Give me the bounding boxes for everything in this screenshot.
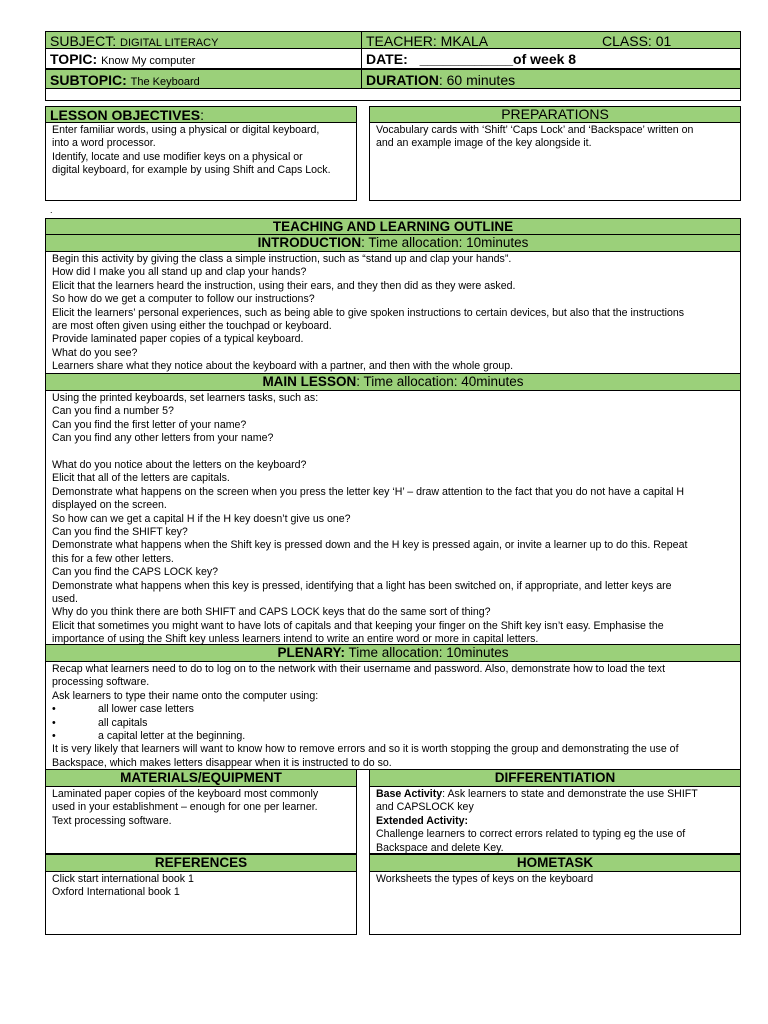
- teacher-cell: [361, 31, 741, 49]
- date-cell: [361, 48, 741, 69]
- references-body: Click start international book 1 Oxford International book 1: [45, 871, 357, 935]
- class-label: CLASS: 01: [602, 33, 672, 49]
- date-label: DATE:: [366, 51, 408, 67]
- subject-label: SUBJECT:: [50, 33, 117, 49]
- subject-cell: [45, 31, 362, 49]
- duration-label: DURATION: [366, 72, 439, 88]
- date-value: ____________of week 8: [419, 51, 577, 67]
- preparations-body: Vocabulary cards with ‘Shift’ ‘Caps Lock’ and ‘Backspace’ written on and an example image of the key alongside it.: [369, 122, 741, 201]
- introduction-body: Begin this activity by giving the class a simple instruction, such as “stand up and clap your hands”. How did I make you all stand up and clap your hands? Elicit that the learners heard the instruction, using their ears, and they then did as they were asked. So how do we get a computer to follow our instructions? Elicit the learners’ personal experiences, such as being able to give spoken instructions to certain devices, but also that the instructions are most often given using either the touchpad or keyboard. Provide laminated paper copies of a typical keyboard. What do you see? Learners share what they notice about the keyboard with a partner, and then with the whole group.: [45, 251, 741, 374]
- objectives-body: Enter familiar words, using a physical or digital keyboard, into a word processor. Identify, locate and use modifier keys on a physical or digital keyboard, for example by using Shift and Caps Lock.: [45, 122, 357, 201]
- duration-cell: [361, 69, 741, 89]
- materials-body: Laminated paper copies of the keyboard most commonly used in your establishment – enough for one per learner. Text processing software.: [45, 786, 357, 854]
- materials-title: MATERIALS/EQUIPMENT: [45, 769, 357, 787]
- teacher-name: TEACHER: MKALA: [366, 33, 489, 49]
- differentiation-body: Base Activity: Ask learners to state and demonstrate the use SHIFT and CAPSLOCK key Extended Activity: Challenge learners to correct errors related to typing eg the use of Backspace and delete Key.: [369, 786, 741, 854]
- subject-value: DIGITAL LITERACY: [120, 37, 219, 49]
- topic-value: Know My computer: [101, 55, 196, 67]
- hometask-body: Worksheets the types of keys on the keyboard: [369, 871, 741, 935]
- hometask-title: HOMETASK: [369, 854, 741, 872]
- spacer-row: [45, 88, 741, 101]
- differentiation-title: DIFFERENTIATION: [369, 769, 741, 787]
- plenary-header: PLENARY: Time allocation: 10minutes: [45, 644, 741, 662]
- list-item: • a capital letter at the beginning.: [52, 730, 246, 743]
- introduction-header: INTRODUCTION: Time allocation: 10minutes: [45, 234, 741, 252]
- subtopic-label: SUBTOPIC:: [50, 72, 127, 88]
- list-item: • all capitals: [52, 716, 148, 729]
- objectives-title-text: LESSON OBJECTIVES: [50, 107, 201, 123]
- outline-title: TEACHING AND LEARNING OUTLINE: [45, 218, 741, 235]
- topic-cell: [45, 48, 362, 69]
- preparations-title: PREPARATIONS: [369, 106, 741, 123]
- main-lesson-body: Using the printed keyboards, set learners tasks, such as: Can you find a number 5? Can you find the first letter of your name? Can you find any other letters from your name? What do you notice about the letters on the keyboard? Elicit that all of the letters are capitals. Demonstrate what happens on the screen when you press the letter key ‘H’ – draw attention to the fact that you do not have a capital H displayed on the screen. So how can we get a capital H if the H key doesn’t give us one? Can you find the SHIFT key? Demonstrate what happens when the Shift key is pressed down and the H key is pressed again, or invite a learner up to do this. Repeat this for a few other letters. Can you find the CAPS LOCK key? Demonstrate what happens when this key is pressed, identifying that a light has been switched on, if appropriate, and letter keys are used. Why do you think there are both SHIFT and CAPS LOCK keys that do the same sort of thing? Elicit that sometimes you might want to have lots of capitals and that keeping your finger on the Shift key isn’t easy. Emphasise the importance of using the Shift key unless learners intend to write an entire word or more in capital letters.: [45, 390, 741, 645]
- duration-value: : 60 minutes: [438, 72, 516, 88]
- stray-dot: .: [50, 205, 53, 215]
- topic-label: TOPIC:: [50, 51, 98, 67]
- plenary-body: Recap what learners need to do to log on to the network with their username and password. Also, demonstrate how to load the text processing software. Ask learners to type their name onto the computer using: • all lower case letters • all capitals • a capital letter at the beginning. It is very likely that learners will want to know how to remove errors and so it is worth stopping the group and demonstrating the use of Backspace, which makes letters disappear when it is instructed to do so.: [45, 661, 741, 770]
- main-lesson-header: MAIN LESSON: Time allocation: 40minutes: [45, 373, 741, 391]
- objectives-title: LESSON OBJECTIVES:: [45, 106, 357, 123]
- subtopic-value: The Keyboard: [130, 76, 200, 88]
- subtopic-cell: [45, 69, 362, 89]
- references-title: REFERENCES: [45, 854, 357, 872]
- list-item: • all lower case letters: [52, 703, 194, 716]
